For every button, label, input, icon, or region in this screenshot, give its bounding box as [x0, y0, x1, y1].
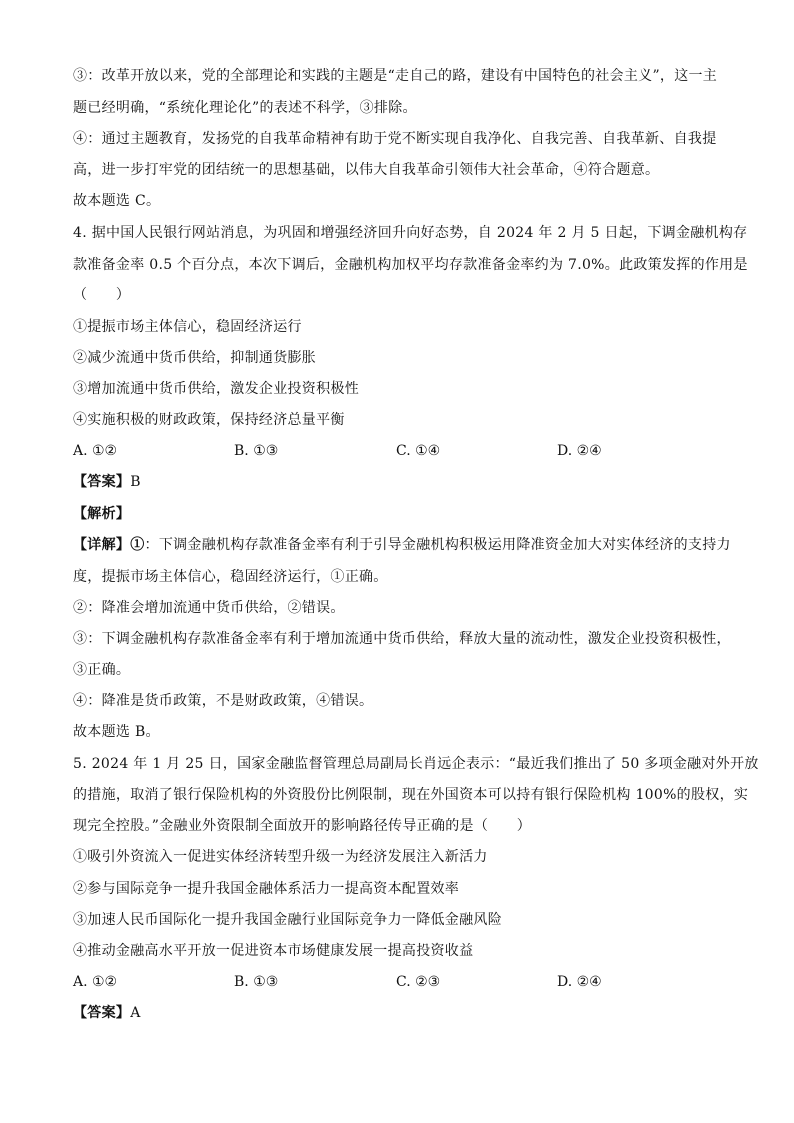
q4-detail1-line1	[73, 536, 731, 554]
q5-statement-4: ④推动金融高水平开放一促进资本市场健康发展一提高投资收益	[73, 943, 474, 959]
q5-statement-3: ③加速人民币国际化一提升我国金融行业国际竞争力一降低金融风险	[73, 912, 502, 928]
q5-option-c: C. ②③	[396, 974, 441, 990]
q5-answer	[73, 1004, 141, 1022]
q4-stem-line2: 款准备金率 0.5 个百分点，本次下调后，金融机构加权平均存款准备金率约为 7.0%。此政策发挥的作用是	[73, 257, 748, 273]
detail1-text: ：下调金融机构存款准备金率有利于引导金融机构积极运用降准资金加大对实体经济的支持力	[144, 537, 731, 553]
q5-stem-line2: 的措施，取消了银行保险机构的外资股份比例限制，现在外国资本可以持有银行保险机构 100%的股权，实	[73, 787, 749, 803]
q4-option-d: D. ②④	[557, 443, 602, 459]
q4-blank: （ ）	[73, 287, 131, 303]
analysis-tag: 【解析】	[73, 506, 131, 522]
q5-stem-line1: 5. 2024 年 1 月 25 日，国家金融监督管理总局副局长肖远企表示：“最近我们推出了 50 多项金融对外开放	[73, 756, 759, 772]
prev-item3-line2: 题已经明确，“系统化理论化”的表述不科学，③排除。	[73, 100, 417, 116]
q4-stem-line1: 4. 据中国人民银行网站消息，为巩固和增强经济回升向好态势，自 2024 年 2 月 5 日起，下调金融机构存	[73, 225, 748, 241]
q5-option-a: A. ①②	[73, 974, 118, 990]
detail-tag: 【详解】	[73, 537, 131, 553]
q4-option-b: B. ①③	[234, 443, 279, 459]
q4-statement-1: ①提振市场主体信心，稳固经济运行	[73, 319, 302, 335]
q4-detail3-line2: ③正确。	[73, 662, 131, 678]
answer-tag: 【答案】	[73, 474, 131, 490]
q4-detail3-line1: ③：下调金融机构存款准备金率有利于增加流通中货币供给，释放大量的流动性，激发企业投资积极性，	[73, 631, 731, 647]
q4-detail1-line2: 度，提振市场主体信心，稳固经济运行，①正确。	[73, 569, 388, 585]
q4-statement-3: ③增加流通中货币供给，激发企业投资积极性	[73, 381, 359, 397]
q4-option-c: C. ①④	[396, 443, 441, 459]
q5-option-d: D. ②④	[557, 974, 602, 990]
q5-option-b: B. ①③	[234, 974, 279, 990]
q4-detail4: ④：降准是货币政策，不是财政政策，④错误。	[73, 693, 374, 709]
prev-item3-line1: ③：改革开放以来，党的全部理论和实践的主题是“走自己的路，建设有中国特色的社会主义”，这一主	[73, 68, 718, 84]
answer-tag: 【答案】	[73, 1005, 131, 1021]
prev-item4-line2: 高，进一步打牢党的团结统一的思想基础，以伟大自我革命引领伟大社会革命，④符合题意。	[73, 162, 660, 178]
q5-stem-line3: 现完全控股。”金融业外资限制全面放开的影响路径传导正确的是（ ）	[73, 818, 532, 834]
q5-statement-1: ①吸引外资流入一促进实体经济转型升级一为经济发展注入新活力	[73, 849, 488, 865]
answer-value: A	[130, 1005, 141, 1021]
prev-conclusion: 故本题选 C。	[73, 193, 161, 209]
q4-option-a: A. ①②	[73, 443, 118, 459]
q4-detail2: ②：降准会增加流通中货币供给，②错误。	[73, 600, 345, 616]
q4-statement-4: ④实施积极的财政政策，保持经济总量平衡	[73, 412, 345, 428]
q4-statement-2: ②减少流通中货币供给，抑制通货膨胀	[73, 350, 317, 366]
q4-conclusion: 故本题选 B。	[73, 724, 160, 740]
q5-statement-2: ②参与国际竞争一提升我国金融体系活力一提高资本配置效率	[73, 881, 460, 897]
detail-lead: ①	[130, 537, 145, 553]
q4-answer	[73, 473, 141, 491]
prev-item4-line1: ④：通过主题教育，发扬党的自我革命精神有助于党不断实现自我净化、自我完善、自我革新、自我提	[73, 131, 717, 147]
answer-value: B	[130, 474, 141, 490]
